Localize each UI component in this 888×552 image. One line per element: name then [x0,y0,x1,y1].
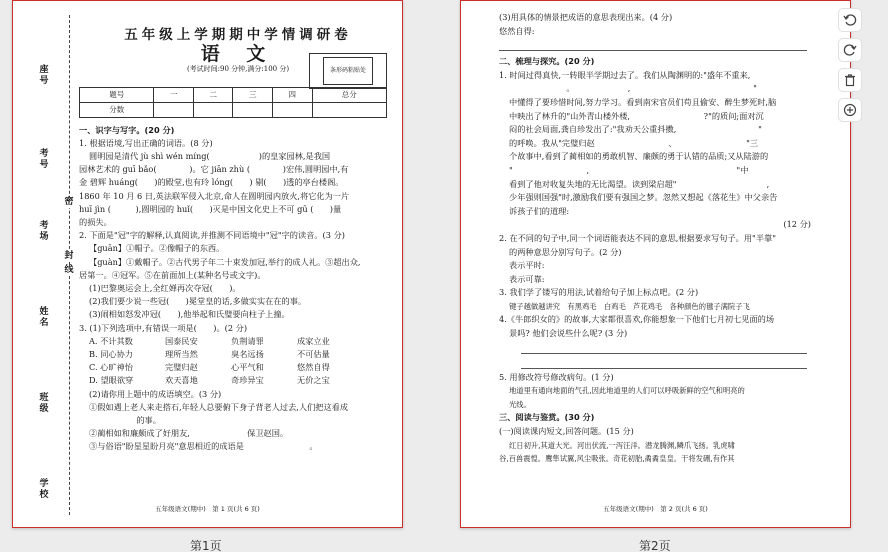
option: 无价之宝 [297,375,330,386]
table-cell: 四 [273,87,313,102]
table-cell: 三 [233,87,273,102]
section-heading: 二、梳理与探究。(20 分) [499,56,595,67]
q3-line: ③与俗语"盼星星盼月亮"意思相近的成语是 。 [89,441,318,452]
page-2-content [499,11,811,466]
q1-line: 1860 年 10 月 6 日,英法联军侵入北京,命人在圆明园内放火,将它化为一片 [79,190,350,201]
q2-line: 【guān】①帽子。②像帽子的东西。 [89,243,225,254]
q1-line: 圆明园是清代 jù shì wén míng( )的皇家园林,是我国 [89,151,331,162]
option: 悠然自得 [297,362,330,373]
reading-line: 红日初升,其道大光。河出伏流,一泻汪洋。潜龙腾渊,鳞爪飞扬。乳虎啸 [509,440,735,450]
option: 臭名远扬 [231,349,264,360]
seal-mark-mi: 密 [64,197,74,207]
option-row [79,335,397,348]
table-cell: 分数 [80,102,154,117]
q4-line: 景吗? 他们会说些什么呢? (3 分) [509,328,628,339]
question: 3. (1)下列选项中,有错误一项是( )。(2 分) [79,322,248,333]
section-heading: 一、识字与写字。(20 分) [79,124,175,135]
q1-line: 少年强则国强"时,激励我们要有强国之梦。忽然又想起《落花生》中父亲告 [509,192,778,203]
seat-number-field: 座号 [39,65,49,86]
question: 2. 下面是"冠"字的解释,认真阅读,并推测不同语境中"冠"字的读音。(3 分) [79,230,345,241]
option: 不可估量 [297,349,330,360]
name-field: 姓名 [39,307,49,328]
exam-number-field: 考号 [39,149,49,170]
exam-subject: 语 文 [200,43,276,66]
q2-line: (1)巴黎奥运会上,全红婵再次夺冠( )。 [89,283,241,294]
q1-line: huī jìn ( ),圆明园的 huǐ( )灭是中国文化史上不可 gū ( )量 [79,203,342,214]
option: B. 同心协力 [89,349,133,360]
option: A. 不计其数 [89,335,133,346]
q2-line: (3)闹相如怒发冲冠( ),他举起和氏璧要向柱子上撞。 [89,309,290,320]
option: 理所当然 [165,349,198,360]
q2-line: 表示可靠: [509,273,545,284]
barcode-label: 条形码粘贴处 [323,57,373,84]
question: 1. 时间过得真快,一转眼半学期过去了。我们从陶渊明的:"盛年不重来, [499,69,751,80]
q3-line: ②蔺相如和廉颇成了好朋友, 保卫赵国。 [89,428,289,439]
q1-line: 。 , " [509,83,757,94]
exam-info: (考试时间:90 分钟,满分:100 分) [186,65,290,74]
q5-line: 地道里有通向地面的气孔,因此地道里的人们可以呼吸新鲜的空气和明亮的 [509,386,745,396]
q3-line: 的事。 [79,415,161,426]
table-cell [193,102,233,117]
option: D. 望眼欲穿 [89,375,134,386]
score-table [79,87,387,118]
score-table-header [80,87,387,102]
table-cell [154,102,194,117]
rotate-right-icon [843,43,857,57]
barcode-box [309,53,387,89]
answer-prefix: 悠然自得: [499,25,535,36]
score-note: (12 分) [783,219,811,230]
q2-line: 居第一。④冠军。⑤在前面加上(某种名号或文字)。 [79,269,266,280]
page-footer: 五年级语文(期中) 第 2 页(共 6 页) [603,505,708,513]
option: 心平气和 [231,362,264,373]
q1-line: 的损失。 [79,217,112,228]
table-cell: 一 [154,87,194,102]
q5-line: 光线。 [509,399,531,409]
option-row [79,361,397,374]
score-table-row [80,102,387,117]
question: (一)阅读课内短文,回答问题。(15 分) [499,426,634,437]
binding-strip [13,1,69,528]
table-cell: 二 [193,87,233,102]
reading-line: 谷,百兽震惶。鹰隼试翼,风尘吸张。奇花初胎,矞矞皇皇。干将发硎,有作其 [499,454,735,464]
page-1-label: 第1页 [190,539,222,552]
option: 奇珍异宝 [231,375,264,386]
q1-line: 个故事中,看到了蔺相如的勇敢机智、廉颇的勇于认错的品质;又从陆游的 [509,151,769,162]
option: 完璧归赵 [165,362,198,373]
table-cell [273,102,313,117]
page-1[interactable] [12,0,403,528]
q1-line: 的呼唤。我从"完璧归赵 、 "三 [509,137,759,148]
seal-mark-xian: 线 [64,265,74,275]
option-row [79,374,397,387]
page-1-content [79,7,397,454]
table-cell [312,102,386,117]
answer-line [521,356,807,369]
q2-line: 的两种意思分别写句子。(2 分) [509,246,622,257]
question: (2)请你用上题中的成语填空。(3 分) [89,388,222,399]
add-page-button[interactable] [838,98,862,122]
q2-line: 【guàn】①戴帽子。②古代男子年二十束发加冠,举行的成人礼。③超出众, [89,256,361,267]
table-cell: 题号 [80,87,154,102]
exam-room-field: 考场 [39,221,49,242]
page-footer: 五年级语文(期中) 第 1 页(共 6 页) [155,505,260,513]
q1-line: 诉孩子们的道理: [509,205,766,216]
rotate-left-icon [843,13,857,27]
q1-line: 中映出了林升的"山外青山楼外楼, ?"的质问;面对沉 [509,110,764,121]
question: (3)用具体的情景把成语的意思表现出来。(4 分) [499,12,673,22]
answer-line [521,341,807,354]
school-field: 学校 [39,479,49,500]
page-2-label: 第2页 [639,539,671,552]
page-2[interactable] [460,0,851,528]
class-field: 班级 [39,393,49,414]
question: 1. 根据语境,写出正确的词语。(8 分) [79,137,213,148]
question: 3. 我们学了镂写的用法,试着给句子加上标点吧。(2 分) [499,287,699,298]
seal-mark-feng: 封 [64,251,74,261]
question: 5. 用修改符号修改病句。(1 分) [499,371,614,382]
option: 国泰民安 [165,335,198,346]
q3-line: 键子越做越讲究 有黑鸡毛 白鸡毛 芦花鸡毛 各种颜色的毽子满院子飞 [509,301,750,311]
q1-line: " , "中 [509,164,749,175]
delete-page-button[interactable] [838,68,862,92]
rotate-right-button[interactable] [838,38,862,62]
q2-line: (2)我们要少说一些冠( )冕堂皇的话,多做实实在在的事。 [89,296,307,307]
trash-icon [843,73,857,87]
question: 2. 在不同的句子中,同一个词语能表达不同的意思,根据要求写句子。用"半靠" [499,232,776,243]
rotate-left-button[interactable] [838,8,862,32]
table-cell [233,102,273,117]
answer-line [499,38,807,51]
plus-circle-icon [843,103,857,117]
exam-title: 五年级上学期期中学情调研卷 [124,27,352,43]
option: C. 心旷神怡 [89,362,133,373]
option: 欢天喜地 [165,375,198,386]
q1-line: 看到了他对收复失地的无比渴望。读到梁启超" , [509,178,770,189]
option: 成家立业 [297,335,330,346]
page-tools [838,8,864,128]
q1-line: 园林艺术的 guī bǎo( )。它 jiān zhù ( )宏伟,圆明园中,有 [79,164,349,175]
section-heading: 三、阅读与鉴赏。(30 分) [499,412,595,423]
q1-line: 金 碧辉 huáng( )的殿堂,也有玲 lóng( ) 剔( )透的亭台楼阁。 [79,177,344,188]
q1-line: 中懂得了要珍惜时间,努力学习。看到南宋官员们苟且偷安、醉生梦死时,脑 [509,96,777,107]
option: 负荆请罪 [231,335,264,346]
q3-line: ①假如遇上老人来走搭石,年轻人总要俯下身子背老人过去,人们把这看成 [89,401,349,412]
option-row [79,348,397,361]
table-cell: 总分 [312,87,386,102]
q2-line: 表示平时: [509,260,545,271]
q1-line: 闷的社会局面,龚自珍发出了:"我劝天公重抖擞, " [509,124,762,135]
question: 4.《牛郎织女的》的故事,大家都很喜欢,你能想象一下他们七月初七见面的场 [499,314,775,325]
